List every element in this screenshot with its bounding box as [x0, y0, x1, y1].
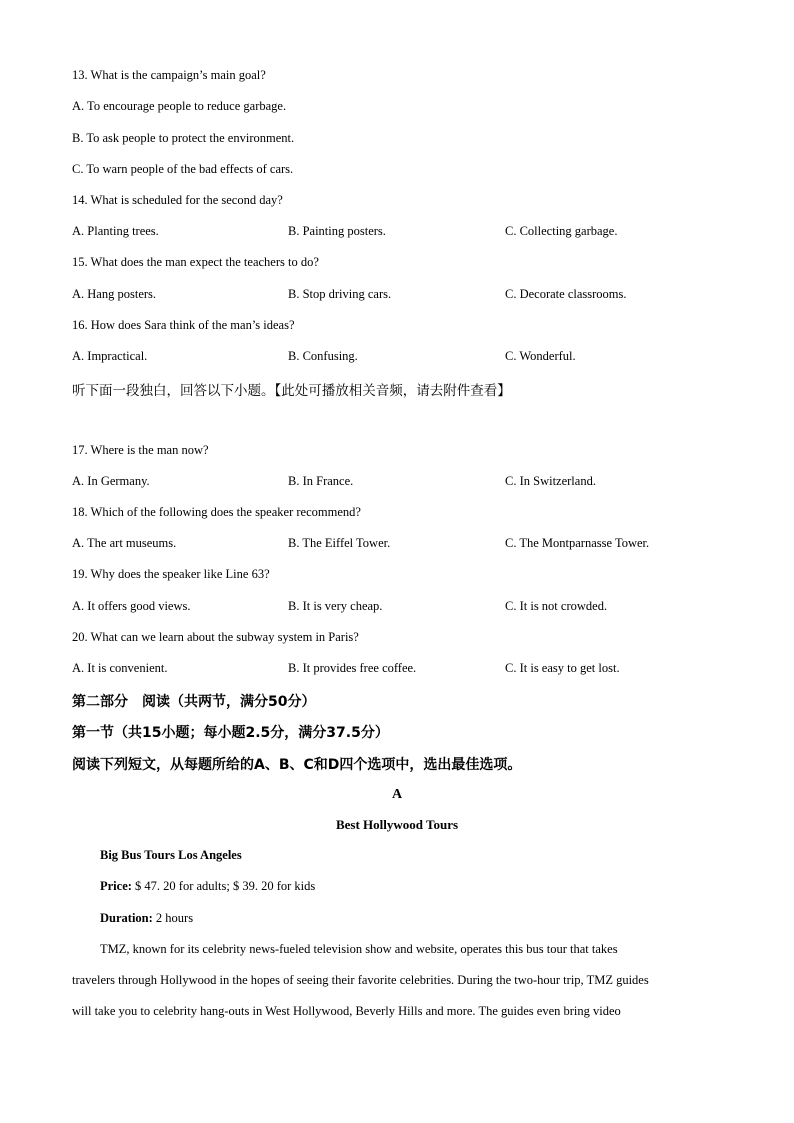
q16-option-a: A. Impractical.	[72, 349, 148, 363]
section1-heading: 第一节（共15小题；每小题2.5分，满分37.5分）	[72, 725, 389, 741]
monologue-instruction: 听下面一段独白，回答以下小题。【此处可播放相关音频，请去附件查看】	[72, 383, 511, 399]
question-18: 18. Which of the following does the speaker recommend?	[72, 505, 361, 519]
q15-option-a: A. Hang posters.	[72, 287, 157, 301]
q13-option-a: A. To encourage people to reduce garbage.	[72, 99, 287, 113]
q13-option-b: B. To ask people to protect the environment.	[72, 131, 295, 145]
q16-option-c: C. Wonderful.	[505, 349, 576, 363]
q16-option-b: B. Confusing.	[288, 349, 358, 363]
question-13: 13. What is the campaign’s main goal?	[72, 68, 266, 82]
q20-option-a: A. It is convenient.	[72, 661, 168, 675]
reading-instruction: 阅读下列短文，从每题所给的A、B、C和D四个选项中，选出最佳选项。	[72, 757, 522, 773]
q19-option-b: B. It is very cheap.	[288, 599, 383, 613]
price-line	[100, 879, 315, 894]
q14-option-a: A. Planting trees.	[72, 224, 159, 238]
q17-option-a: A. In Germany.	[72, 474, 150, 488]
q20-option-c: C. It is easy to get lost.	[505, 661, 620, 675]
q18-option-c: C. The Montparnasse Tower.	[505, 536, 650, 550]
paragraph-line-3: will take you to celebrity hang-outs in West Hollywood, Beverly Hills and more. The guides even bring video	[72, 1004, 621, 1018]
price-value: $ 47. 20 for adults; $ 39. 20 for kids	[131, 879, 316, 893]
q13-option-c: C. To warn people of the bad effects of cars.	[72, 162, 294, 176]
passage-title: Best Hollywood Tours	[335, 817, 459, 832]
paragraph-line-1: TMZ, known for its celebrity news-fueled television show and website, operates this bus tour that takes	[100, 942, 618, 956]
question-15: 15. What does the man expect the teachers to do?	[72, 255, 319, 269]
q19-option-c: C. It is not crowded.	[505, 599, 608, 613]
duration-label: Duration:	[100, 911, 153, 925]
q18-option-b: B. The Eiffel Tower.	[288, 536, 391, 550]
q14-option-b: B. Painting posters.	[288, 224, 386, 238]
q15-option-b: B. Stop driving cars.	[288, 287, 392, 301]
part2-heading: 第二部分 阅读（共两节，满分50分）	[72, 694, 316, 710]
duration-value: 2 hours	[152, 911, 194, 925]
q18-option-a: A. The art museums.	[72, 536, 177, 550]
question-19: 19. Why does the speaker like Line 63?	[72, 567, 270, 581]
q17-option-b: B. In France.	[288, 474, 354, 488]
q20-option-b: B. It provides free coffee.	[288, 661, 417, 675]
price-label: Price:	[100, 879, 132, 893]
q17-option-c: C. In Switzerland.	[505, 474, 596, 488]
q19-option-a: A. It offers good views.	[72, 599, 191, 613]
question-16: 16. How does Sara think of the man’s ideas?	[72, 318, 295, 332]
tour-name: Big Bus Tours Los Angeles	[100, 848, 242, 862]
question-20: 20. What can we learn about the subway system in Paris?	[72, 630, 359, 644]
duration-line	[100, 911, 193, 926]
q14-option-c: C. Collecting garbage.	[505, 224, 618, 238]
question-17: 17. Where is the man now?	[72, 443, 209, 457]
q15-option-c: C. Decorate classrooms.	[505, 287, 627, 301]
question-14: 14. What is scheduled for the second day?	[72, 193, 283, 207]
paragraph-line-2: travelers through Hollywood in the hopes of seeing their favorite celebrities. During the two-hour trip, TMZ guides	[72, 973, 649, 987]
passage-letter: A	[391, 787, 403, 802]
